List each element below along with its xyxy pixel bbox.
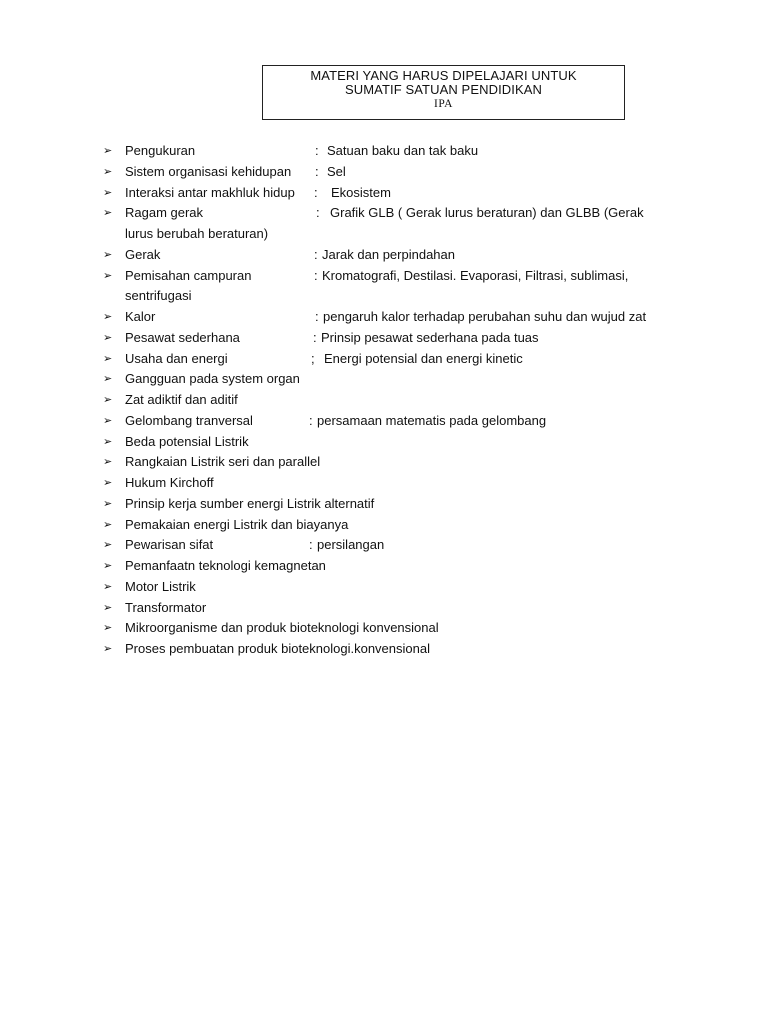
list-item [0, 535, 768, 556]
topic-description: Grafik GLB ( Gerak lurus beraturan) dan GLBB (Gerak [330, 205, 644, 221]
topic-label: Beda potensial Listrik [125, 433, 249, 449]
topic-label: Transformator [125, 599, 207, 615]
topic-separator: : [316, 205, 320, 221]
list-item [0, 390, 768, 411]
arrow-bullet-icon: ➢ [103, 206, 113, 220]
list-item [0, 639, 768, 660]
list-item [0, 577, 768, 598]
topic-separator: : [315, 143, 319, 158]
list-item [0, 266, 768, 308]
arrow-bullet-icon: ➢ [103, 455, 113, 469]
arrow-bullet-icon: ➢ [103, 268, 113, 282]
topic-label: Sistem organisasi kehidupan [125, 163, 292, 179]
list-item [0, 432, 768, 453]
list-item [0, 307, 768, 328]
list-item [0, 328, 768, 349]
topic-separator: : [314, 246, 318, 262]
topic-separator: : [309, 537, 313, 553]
topic-description: Prinsip pesawat sederhana pada tuas [321, 329, 539, 345]
arrow-bullet-icon: ➢ [103, 310, 113, 323]
topic-label: Gangguan pada system organ [125, 371, 300, 387]
topic-label: Interaksi antar makhluk hidup [125, 184, 295, 200]
topic-description: pengaruh kalor terhadap perubahan suhu dan wujud zat [323, 309, 647, 324]
list-item [0, 598, 768, 619]
arrow-bullet-icon: ➢ [103, 164, 113, 178]
topic-description: Jarak dan perpindahan [322, 246, 455, 262]
arrow-bullet-icon: ➢ [103, 579, 113, 593]
arrow-bullet-icon: ➢ [103, 351, 113, 365]
topic-label: Gelombang tranversal [125, 412, 253, 428]
topic-separator: : [314, 184, 318, 200]
topic-label: Pemisahan campuran [125, 267, 252, 283]
topic-label: Pemanfaatn teknologi kemagnetan [125, 558, 326, 573]
arrow-bullet-icon: ➢ [103, 559, 113, 572]
topic-label: Hukum Kirchoff [125, 475, 214, 490]
list-item [0, 556, 768, 577]
topic-label: Prinsip kerja sumber energi Listrik alternatif [125, 495, 375, 511]
arrow-bullet-icon: ➢ [103, 434, 113, 448]
arrow-bullet-icon: ➢ [103, 330, 113, 344]
arrow-bullet-icon: ➢ [103, 600, 113, 614]
arrow-bullet-icon: ➢ [103, 621, 113, 635]
list-item [0, 494, 768, 515]
topic-description: Ekosistem [331, 184, 391, 200]
arrow-bullet-icon: ➢ [103, 372, 113, 386]
topic-label: Mikroorganisme dan produk bioteknologi konvensional [125, 620, 439, 636]
document-title-line-2: SUMATIF SATUAN PENDIDIKAN [344, 82, 543, 97]
list-item [0, 515, 768, 536]
arrow-bullet-icon: ➢ [103, 247, 113, 261]
list-item [0, 162, 768, 183]
arrow-bullet-icon: ➢ [103, 393, 113, 406]
topic-separator: : [315, 309, 319, 324]
topic-label: Pesawat sederhana [125, 329, 240, 345]
topic-separator: ; [311, 350, 315, 366]
topic-label: Zat adiktif dan aditif [125, 392, 238, 407]
topic-description-continuation: lurus berubah beraturan) [125, 226, 269, 241]
topic-label: Proses pembuatan produk bioteknologi.konvensional [125, 641, 430, 656]
topic-description: persilangan [317, 537, 385, 553]
topic-label: Ragam gerak [125, 205, 204, 221]
list-item [0, 349, 768, 370]
topic-separator: : [314, 267, 318, 283]
topic-description: Satuan baku dan tak baku [327, 143, 479, 158]
list-item [0, 183, 768, 204]
topic-label: Pengukuran [125, 143, 196, 158]
arrow-bullet-icon: ➢ [103, 185, 113, 199]
arrow-bullet-icon: ➢ [103, 496, 113, 510]
topic-description: Sel [327, 163, 346, 179]
arrow-bullet-icon: ➢ [103, 413, 113, 427]
topic-description: Kromatografi, Destilasi. Evaporasi, Filtrasi, sublimasi, [322, 267, 629, 283]
topic-label: Kalor [125, 309, 156, 324]
arrow-bullet-icon: ➢ [103, 538, 113, 552]
list-item [0, 411, 768, 432]
title-box [262, 65, 625, 120]
list-item [0, 369, 768, 390]
topic-separator: : [309, 412, 313, 428]
topic-separator: : [315, 163, 319, 179]
topic-list [0, 141, 768, 660]
topic-label: Pewarisan sifat [125, 537, 214, 553]
arrow-bullet-icon: ➢ [103, 642, 113, 655]
arrow-bullet-icon: ➢ [103, 517, 113, 531]
topic-description: Energi potensial dan energi kinetic [324, 350, 523, 366]
list-item [0, 473, 768, 494]
list-item [0, 203, 768, 245]
document-subject: IPA [434, 98, 453, 110]
topic-label: Gerak [125, 246, 161, 262]
list-item [0, 618, 768, 639]
list-item [0, 452, 768, 473]
topic-label: Usaha dan energi [125, 350, 228, 366]
arrow-bullet-icon: ➢ [103, 144, 113, 157]
topic-label: Pemakaian energi Listrik dan biayanya [125, 516, 349, 532]
arrow-bullet-icon: ➢ [103, 476, 113, 489]
topic-separator: : [313, 329, 317, 345]
topic-description-continuation: sentrifugasi [125, 288, 192, 304]
list-item [0, 141, 768, 162]
document-title-line-1: MATERI YANG HARUS DIPELAJARI UNTUK [310, 68, 577, 83]
topic-description: persamaan matematis pada gelombang [317, 412, 547, 428]
topic-label: Motor Listrik [125, 578, 196, 594]
topic-label: Rangkaian Listrik seri dan parallel [125, 454, 321, 470]
list-item [0, 245, 768, 266]
